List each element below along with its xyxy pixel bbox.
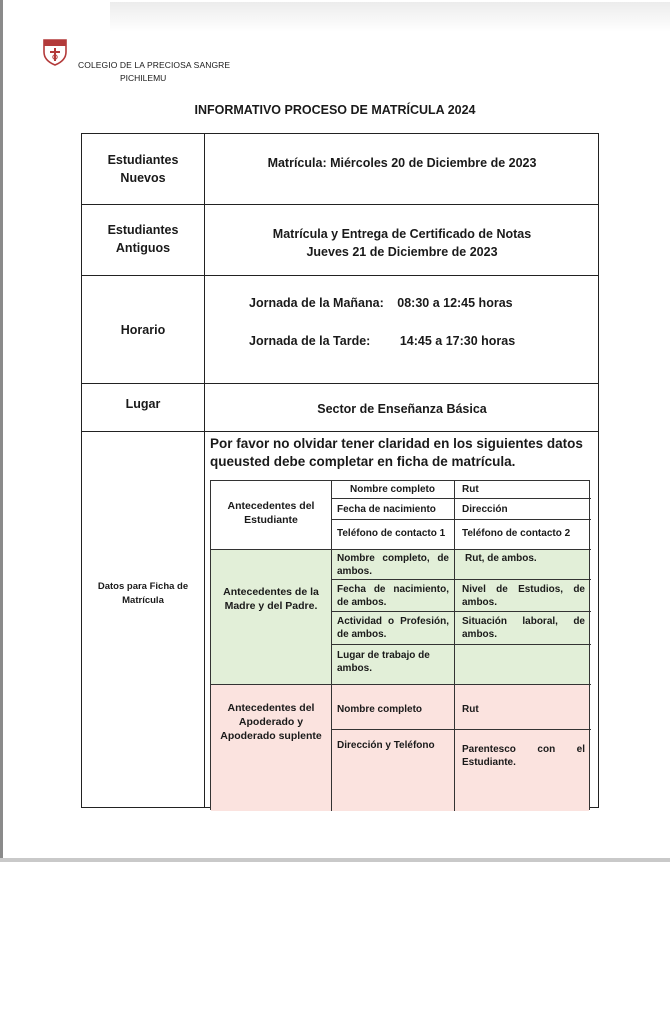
morning-label: Jornada de la Mañana: xyxy=(249,296,384,310)
enrollment-info-table xyxy=(81,133,599,808)
inner-row-divider xyxy=(331,729,591,730)
inner-divider xyxy=(454,481,455,811)
cell-line: Parentesco con el xyxy=(462,744,585,755)
school-name: COLEGIO DE LA PRECIOSA SANGRE xyxy=(78,60,231,70)
enrollment-date-nuevos: Matrícula: Miércoles 20 de Diciembre de 2023 xyxy=(267,156,537,170)
field-fecha-nacimiento: Fecha de nacimiento xyxy=(337,504,436,515)
cell-line: Situación laboral, de xyxy=(462,616,585,627)
row-label-horario: Horario xyxy=(120,323,166,337)
row-divider xyxy=(82,275,598,276)
label-line: Nuevos xyxy=(120,171,166,185)
cell-line: ambos. xyxy=(337,566,373,577)
cell-line: ambos. xyxy=(462,597,498,608)
enrollment-date-antiguos xyxy=(204,225,600,261)
field-nombre-completo: Nombre completo xyxy=(349,484,435,495)
row-label-antiguos xyxy=(82,221,204,257)
location-value: Sector de Enseñanza Básica xyxy=(317,402,487,416)
document-title: INFORMATIVO PROCESO DE MATRÍCULA 2024 xyxy=(194,103,476,117)
field-direccion: Dirección xyxy=(462,504,508,515)
label-line: Estudiante xyxy=(244,514,298,526)
field-telefono-2: Teléfono de contacto 2 xyxy=(462,528,571,539)
cell-line: ambos. xyxy=(462,629,498,640)
scan-artifact xyxy=(110,2,670,32)
field-apoderado-rut: Rut xyxy=(462,704,479,715)
scan-edge xyxy=(0,0,3,862)
school-crest-icon xyxy=(42,38,68,66)
afternoon-time: 14:45 a 17:30 horas xyxy=(399,334,516,348)
inner-row-divider xyxy=(331,498,591,499)
field-apoderado-nombre: Nombre completo xyxy=(337,704,423,715)
section-divider xyxy=(211,549,591,550)
label-line: Antecedentes del xyxy=(227,500,315,512)
afternoon-label: Jornada de la Tarde: xyxy=(249,334,371,348)
cell-line: Estudiante. xyxy=(462,757,516,768)
inner-row-divider xyxy=(331,611,591,612)
section-label-padres xyxy=(211,585,331,613)
row-divider xyxy=(82,204,598,205)
inner-row-divider xyxy=(331,579,591,580)
label-line: Antecedentes de la xyxy=(223,586,319,598)
inner-divider xyxy=(331,481,332,811)
afternoon-schedule xyxy=(249,332,579,350)
row-label-nuevos xyxy=(82,151,204,187)
row-divider xyxy=(82,431,598,432)
label-line: Matrícula xyxy=(122,595,164,606)
label-line: Antiguos xyxy=(115,241,171,255)
inner-row-divider xyxy=(331,644,591,645)
cell-line: Nivel de Estudios, de xyxy=(462,584,585,595)
field-situacion-ambos xyxy=(462,615,585,641)
field-apoderado-direccion: Dirección y Teléfono xyxy=(337,740,435,751)
field-rut: Rut xyxy=(462,484,479,495)
inner-row-divider xyxy=(331,519,591,520)
row-label-lugar: Lugar xyxy=(125,397,161,411)
school-city: PICHILEMU xyxy=(120,73,167,83)
instructions-line: Por favor no olvidar tener claridad en los siguientes datos xyxy=(210,436,583,451)
cell-line: de ambos. xyxy=(337,597,387,608)
cell-line: de ambos. xyxy=(337,629,387,640)
section-label-apoderado xyxy=(211,701,331,743)
row-divider xyxy=(82,383,598,384)
scan-page-bottom xyxy=(0,858,670,862)
label-line: Estudiantes xyxy=(107,153,179,167)
cell-line: Nombre completo, de xyxy=(337,553,449,564)
section-label-estudiante xyxy=(211,499,331,527)
cell-line: Fecha de nacimiento, xyxy=(337,584,449,595)
cell-line: ambos. xyxy=(337,663,373,674)
field-profesion-ambos xyxy=(337,615,449,641)
field-apoderado-parentesco xyxy=(462,743,585,769)
form-fields-table xyxy=(210,480,590,810)
value-line: Matrícula y Entrega de Certificado de Notas xyxy=(272,227,532,241)
field-rut-ambos: Rut, de ambos. xyxy=(465,553,537,564)
morning-schedule xyxy=(249,294,579,312)
label-line: Datos para Ficha de xyxy=(97,581,189,592)
instructions-line: queusted debe completar en ficha de matrícula. xyxy=(210,454,516,469)
label-line: Madre y del Padre. xyxy=(224,600,318,612)
field-nacimiento-ambos xyxy=(337,583,449,609)
field-telefono-1: Teléfono de contacto 1 xyxy=(337,528,446,539)
field-estudios-ambos xyxy=(462,583,585,609)
instructions-text xyxy=(210,435,596,471)
label-line: Apoderado suplente xyxy=(220,730,322,742)
cell-line: Lugar de trabajo de xyxy=(337,650,430,661)
field-nombre-ambos xyxy=(337,552,449,578)
morning-time: 08:30 a 12:45 horas xyxy=(397,296,513,310)
row-label-datos xyxy=(82,580,204,608)
value-line: Jueves 21 de Diciembre de 2023 xyxy=(306,245,498,259)
cell-line: Actividad o Profesión, xyxy=(337,616,449,627)
label-line: Antecedentes del xyxy=(227,702,315,714)
label-line: Estudiantes xyxy=(107,223,179,237)
section-divider xyxy=(211,684,591,685)
label-line: Apoderado y xyxy=(238,716,304,728)
field-lugar-trabajo-ambos xyxy=(337,649,449,675)
